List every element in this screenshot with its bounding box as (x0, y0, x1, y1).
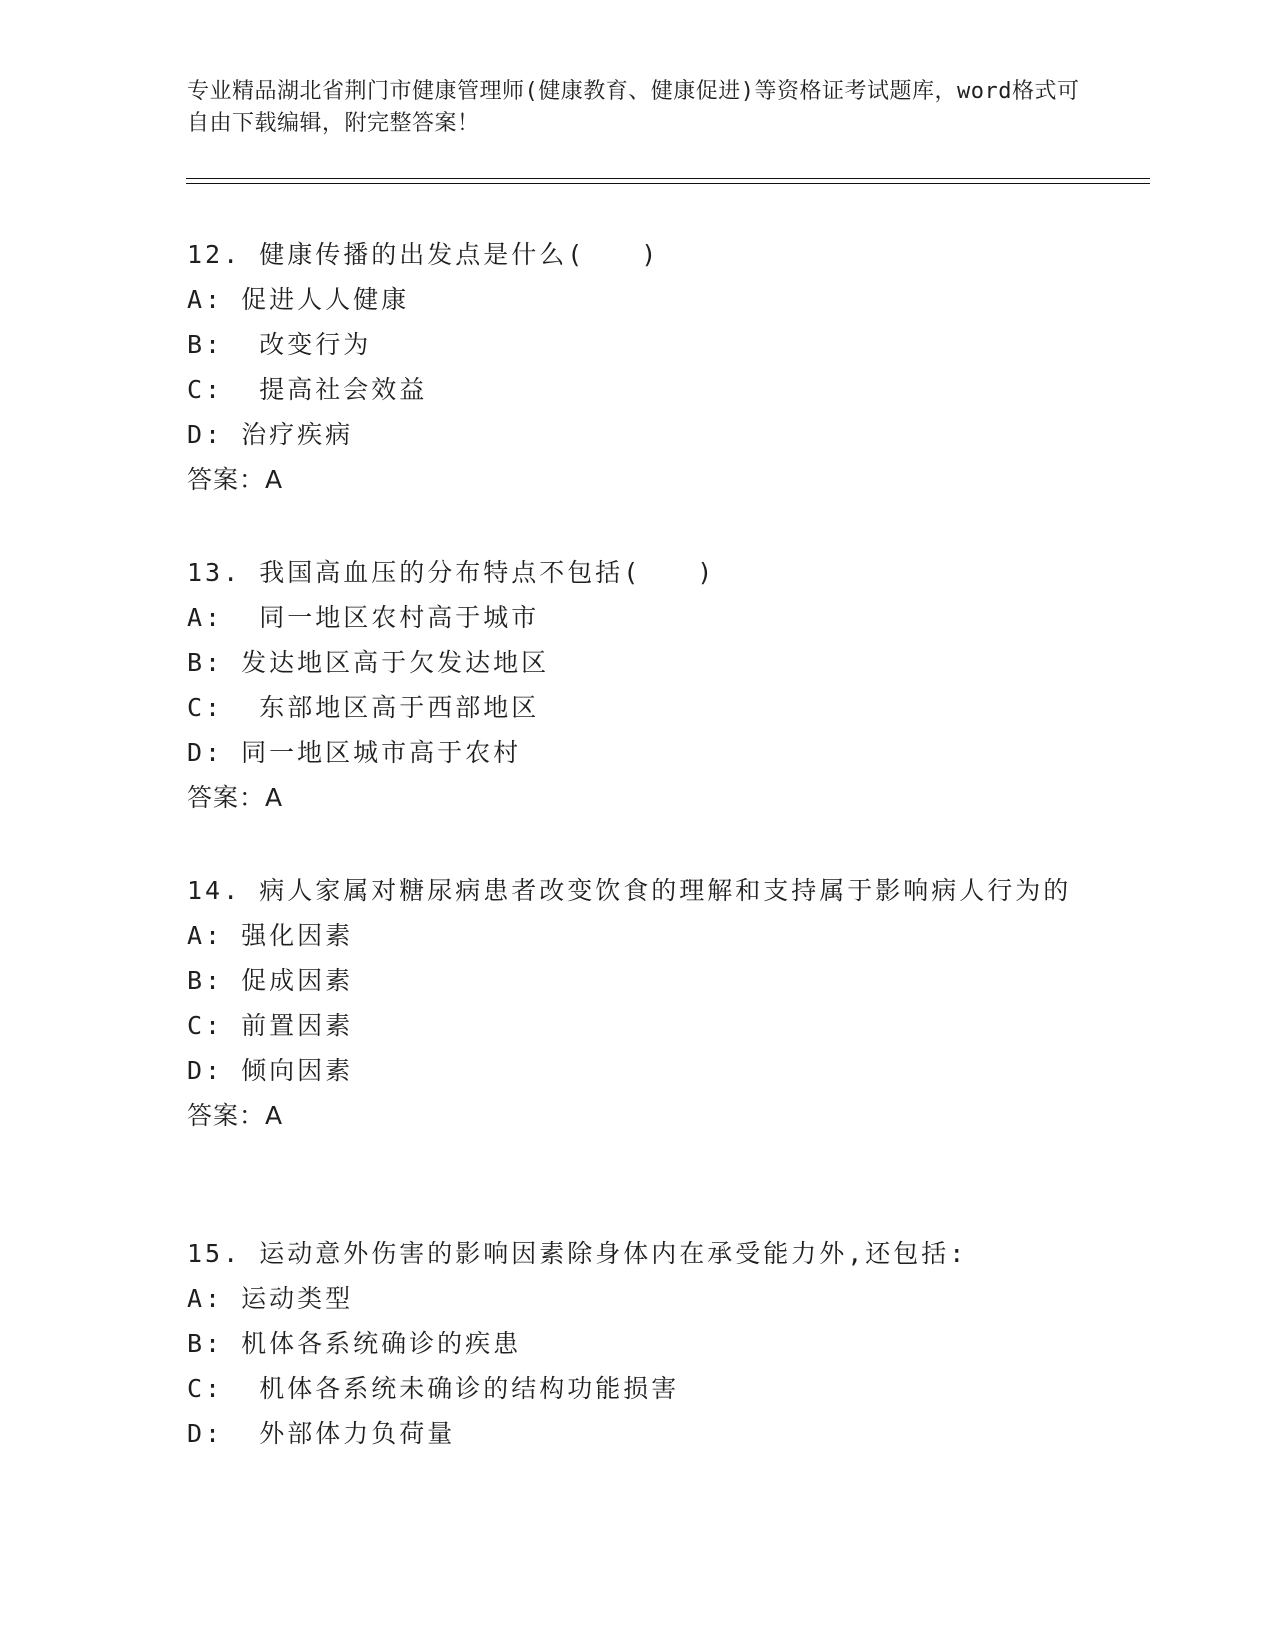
option-a: A: 促进人人健康 (187, 285, 410, 314)
option-a: A: 运动类型 (187, 1284, 354, 1313)
question-15 (187, 1231, 1087, 1456)
option-c: C: 机体各系统未确诊的结构功能损害 (187, 1374, 680, 1403)
option-d: D: 外部体力负荷量 (187, 1419, 456, 1448)
answer: 答案：A (187, 465, 284, 494)
question-stem: 12. 健康传播的出发点是什么( ) (187, 240, 660, 269)
answer: 答案：A (187, 1101, 284, 1130)
option-b: B: 促成因素 (187, 966, 354, 995)
option-a: A: 强化因素 (187, 921, 354, 950)
header-divider-top (186, 178, 1150, 179)
question-stem: 13. 我国高血压的分布特点不包括( ) (187, 558, 716, 587)
option-b: B: 改变行为 (187, 330, 372, 359)
option-b: B: 机体各系统确诊的疾患 (187, 1329, 522, 1358)
question-12 (187, 232, 1087, 502)
option-d: D: 倾向因素 (187, 1056, 354, 1085)
option-b: B: 发达地区高于欠发达地区 (187, 648, 550, 677)
option-a: A: 同一地区农村高于城市 (187, 603, 540, 632)
question-14 (187, 868, 1087, 1138)
question-13 (187, 550, 1087, 820)
document-header: 专业精品湖北省荆门市健康管理师(健康教育、健康促进)等资格证考试题库，word格式可自由下载编辑，附完整答案！ (187, 79, 1080, 136)
question-stem: 15. 运动意外伤害的影响因素除身体内在承受能力外,还包括: (187, 1239, 968, 1268)
answer: 答案：A (187, 783, 284, 812)
option-c: C: 提高社会效益 (187, 375, 428, 404)
option-c: C: 东部地区高于西部地区 (187, 693, 540, 722)
header-divider-bottom (186, 183, 1150, 184)
option-c: C: 前置因素 (187, 1011, 354, 1040)
option-d: D: 治疗疾病 (187, 420, 354, 449)
question-stem: 14. 病人家属对糖尿病患者改变饮食的理解和支持属于影响病人行为的 (187, 876, 1072, 905)
option-d: D: 同一地区城市高于农村 (187, 738, 522, 767)
